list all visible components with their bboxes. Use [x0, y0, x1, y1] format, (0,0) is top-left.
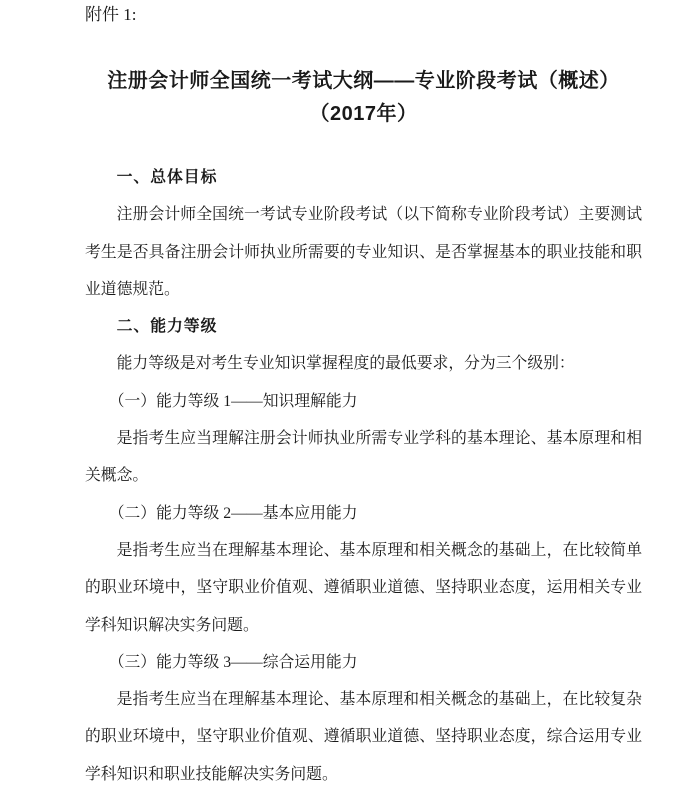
paragraph-overall-goal: 注册会计师全国统一考试专业阶段考试（以下简称专业阶段考试）主要测试考生是否具备注册会计师执业所需要的专业知识、是否掌握基本的职业技能和职业道德规范。 — [85, 206, 642, 298]
paragraph-ability-levels-intro: 能力等级是对考生专业知识掌握程度的最低要求，分为三个级别： — [116, 355, 575, 373]
document-body — [85, 159, 642, 793]
document-title — [85, 65, 642, 131]
paragraph-ability-level-1: 是指考生应当理解注册会计师执业所需专业学科的基本理论、基本原理和相关概念。 — [85, 430, 642, 485]
subheading-ability-level-3: （三）能力等级 3——综合运用能力 — [108, 653, 358, 671]
subheading-ability-level-1: （一）能力等级 1——知识理解能力 — [108, 392, 358, 410]
subheading-ability-level-2: （二）能力等级 2——基本应用能力 — [108, 504, 358, 522]
paragraph-ability-level-2: 是指考生应当在理解基本理论、基本原理和相关概念的基础上，在比较简单的职业环境中，坚守职业价值观、遵循职业道德、坚持职业态度，运用相关专业学科知识解决实务问题。 — [85, 541, 642, 634]
attachment-label: 附件 1: — [85, 5, 137, 24]
section-heading-ability-levels: 二、能力等级 — [116, 318, 218, 336]
section-heading-overall-goal: 一、总体目标 — [116, 169, 218, 186]
document-title-line-2: （2017年） — [309, 103, 418, 125]
paragraph-ability-level-3: 是指考生应当在理解基本理论、基本原理和相关概念的基础上，在比较复杂的职业环境中，坚守职业价值观、遵循职业道德、坚持职业态度，综合运用专业学科知识和职业技能解决实务问题。 — [85, 691, 642, 783]
document-title-line-1: 注册会计师全国统一考试大纲——专业阶段考试（概述） — [107, 70, 620, 92]
